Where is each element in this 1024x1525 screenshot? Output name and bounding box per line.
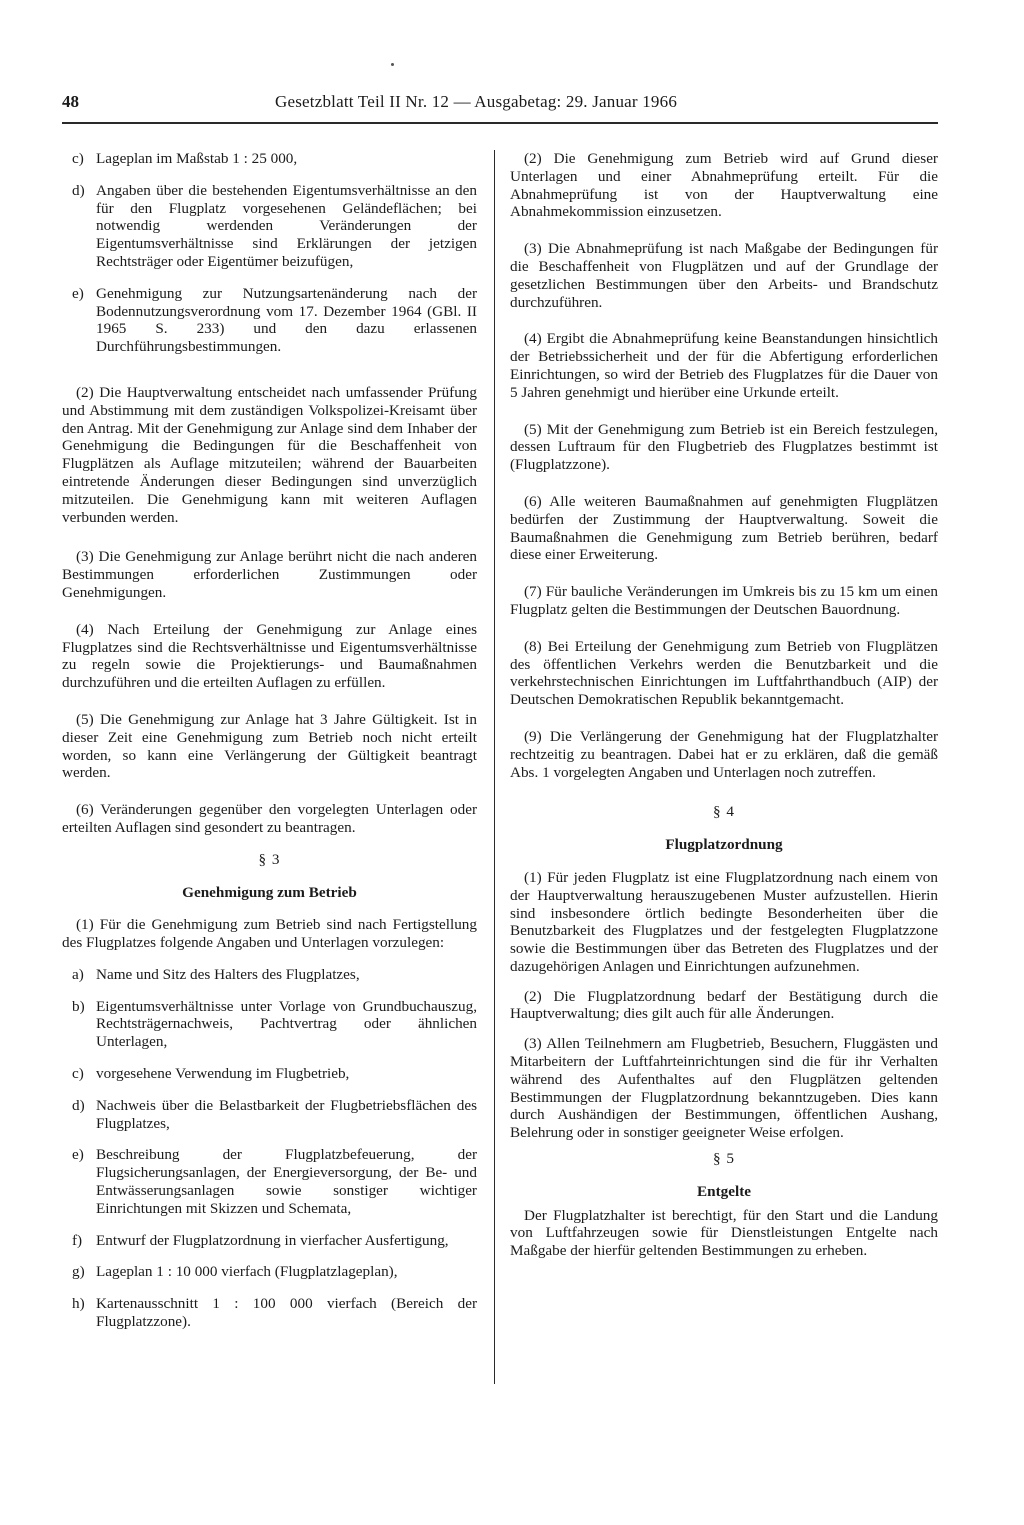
paragraph: (6) Veränderungen gegenüber den vorgelegten Unterlagen oder erteilten Auflagen sind gesondert zu beantragen.: [62, 801, 477, 836]
list-marker: e): [72, 1146, 84, 1164]
list-marker: b): [72, 997, 85, 1015]
paragraph: (2) Die Genehmigung zum Betrieb wird auf Grund dieser Unterlagen und einer Abnahmeprüfung erteilt. Für die Abnahmeprüfung ist von der Hauptverwaltung eine Abnahmekommission einzusetzen.: [510, 150, 938, 221]
paragraph: (7) Für bauliche Veränderungen im Umkreis bis zu 15 km um einen Flugplatz gelten die Bestimmungen der Deutschen Bauordnung.: [510, 583, 938, 618]
paragraph: (2) Die Hauptverwaltung entscheidet nach umfassender Prüfung und Abstimmung mit dem zuständigen Volkspolizei-Kreisamt über den Antrag. Mit der Genehmigung zur Anlage sind dem Inhaber der Genehmigung die Bedingungen für die Beschaffenheit von Flugplätzen als Auflage mitzuteilen; während der Bauarbeiten eintretende Änderungen dieser Bedingungen sind unverzüglich mitzuteilen. Die Genehmigung kann mit weiteren Auflagen verbunden werden.: [62, 383, 477, 526]
list-marker: c): [72, 150, 84, 167]
list-item-text: Entwurf der Flugplatzordnung in vierfacher Ausfertigung,: [96, 1231, 449, 1249]
right-column: [510, 150, 938, 1275]
section-number: § 5: [713, 1150, 735, 1168]
list-marker: d): [72, 1096, 85, 1114]
list-item-text: Beschreibung der Flugplatzbefeuerung, der Flugsicherungsanlagen, der Energieversorgung, der Be- und Entwässerungsanlagen sowie sonstiger wichtiger Einrichtungen mit Skizzen und Schemata,: [96, 1146, 477, 1217]
paragraph: (1) Für jeden Flugplatz ist eine Flugplatzordnung nach einem von der Hauptverwaltung herauszugebenen Muster aufzustellen. Hierin sind insbesondere örtlich bedingte Besonderheiten über die Benutzbarkeit des Flugplatzes und der festgelegten Flugplatzzone sowie die Bestimmungen über das Betreten des Flugplatzes und der dazugehörigen Anlagen und Einrichtungen aufzunehmen.: [510, 868, 938, 975]
list-item-text: Kartenausschnitt 1 : 100 000 vierfach (Bereich der Flugplatzzone).: [96, 1295, 477, 1331]
section-number: § 4: [713, 803, 735, 821]
list-item: [62, 998, 477, 1051]
paragraph: (3) Allen Teilnehmern am Flugbetrieb, Besuchern, Fluggästen und Mitarbeitern der Luftfahrteinrichtungen sind die für ihr Verhalten während des Aufenthaltes auf den Flugplätzen geltenden Bestimmungen der Flugplatzordnung bekanntzugeben. Dies kann durch Aushändigen der Bestimmungen, öffentlichen Aushang, Belehrung oder in sonstiger geeigneter Weise erfolgen.: [510, 1035, 938, 1142]
page-number: 48: [62, 92, 79, 111]
paragraph: (4) Nach Erteilung der Genehmigung zur Anlage eines Flugplatzes sind die Rechtsverhältnisse und Eigentumsverhältnisse zu regeln sowie die Projektierungs- und Baumaßnahmen durchzuführen und die erteilten Auflagen zu erfüllen.: [62, 620, 477, 692]
list-item-text: Eigentumsverhältnisse unter Vorlage von Grundbuchauszug, Rechtsträgernachweis, Pachtvertrag oder ähnlichen Unterlagen,: [96, 997, 477, 1051]
paragraph: (3) Die Abnahmeprüfung ist nach Maßgabe der Bedingungen für die Beschaffenheit von Flugplätzen und auf der Grundlage der gesetzlichen Bestimmungen über den Arbeits- und Brandschutz durchzuführen.: [510, 240, 938, 311]
list-item-text: vorgesehene Verwendung im Flugbetrieb,: [96, 1065, 350, 1083]
list-marker: e): [72, 284, 84, 302]
list-item-text: Name und Sitz des Halters des Flugplatzes,: [96, 965, 360, 983]
list-item-text: Lageplan 1 : 10 000 vierfach (Flugplatzlageplan),: [96, 1263, 398, 1281]
list-item: [62, 285, 477, 356]
paragraph: (9) Die Verlängerung der Genehmigung hat der Flugplatzhalter rechtzeitig zu beantragen. Dabei hat er zu erklären, daß die gemäß Abs. 1 vorgelegten Angaben und Unterlagen noch zutreffen.: [510, 727, 938, 781]
list-item: [62, 1232, 477, 1250]
paragraph: (8) Bei Erteilung der Genehmigung zum Betrieb von Flugplätzen des öffentlichen Verkehrs werden die Benutzbarkeit und die verkehrstechnischen Einrichtungen im Luftfahrthandbuch (AIP) der Deutschen Demokratischen Republik bekanntgemacht.: [510, 637, 938, 709]
list-marker: h): [72, 1295, 85, 1313]
column-divider: [494, 150, 495, 1384]
list-marker: a): [72, 965, 84, 983]
paragraph: (5) Die Genehmigung zur Anlage hat 3 Jahre Gültigkeit. Ist in dieser Zeit eine Genehmigung zum Betrieb noch nicht erteilt worden, so kann eine Verlängerung der Gültigkeit beantragt werden.: [62, 710, 477, 782]
list-marker: c): [72, 1065, 84, 1083]
section-title: Flugplatzordnung: [665, 836, 783, 854]
list-item: [62, 150, 477, 168]
list-marker: d): [72, 181, 85, 199]
paragraph: (4) Ergibt die Abnahmeprüfung keine Beanstandungen hinsichtlich der Betriebssicherheit und der für die Abfertigung erforderlichen Einrichtungen, so wird der Betrieb des Flugplatzes für die Dauer von 5 Jahren genehmigt und hierüber eine Urkunde erteilt.: [510, 330, 938, 401]
list-item: [62, 1146, 477, 1217]
paragraph: Der Flugplatzhalter ist berechtigt, für den Start und die Landung von Luftfahrzeugen sowie für Dienstleistungen Entgelte nach Maßgabe der hierfür geltenden Bestimmungen zu erheben.: [510, 1206, 938, 1260]
section-number: § 3: [258, 850, 281, 868]
list-item-text: Nachweis über die Belastbarkeit der Flugbetriebsflächen des Flugplatzes,: [96, 1096, 477, 1132]
paragraph: (5) Mit der Genehmigung zum Betrieb ist ein Bereich festzulegen, dessen Luftraum für den Flugbetrieb des Flugplatzes bestimmt ist (Flugplatzzone).: [510, 420, 938, 474]
list-item: [62, 1263, 477, 1281]
paragraph: (2) Die Flugplatzordnung bedarf der Bestätigung durch die Hauptverwaltung; dies gilt auch für alle Änderungen.: [510, 987, 938, 1023]
running-head: Gesetzblatt Teil II Nr. 12 — Ausgabetag: 29. Januar 1966: [275, 92, 678, 111]
scan-speck: [391, 63, 394, 66]
list-marker: g): [72, 1263, 85, 1281]
paragraph: (1) Für die Genehmigung zum Betrieb sind nach Fertigstellung des Flugplatzes folgende Angaben und Unterlagen vorzulegen:: [62, 916, 477, 952]
list-item-text: Genehmigung zur Nutzungsartenänderung nach der Bodennutzungsverordnung vom 17. Dezember 1964 (GBl. II 1965 S. 233) und den dazu erlassenen Durchführungsbestimmungen.: [96, 284, 477, 356]
list-item: [62, 182, 477, 271]
page-header: [62, 92, 938, 118]
list-item-text: Lageplan im Maßstab 1 : 25 000,: [96, 150, 298, 167]
list-item-text: Angaben über die bestehenden Eigentumsverhältnisse an den für den Flugplatz vorgesehenen Geländeflächen; bei notwendig werdenden Veränderungen der Eigentumsverhältnisse sind Erklärungen der jetzigen Rechtsträger oder Eigentümer beizufügen,: [96, 181, 477, 270]
header-rule: [62, 122, 938, 124]
section-title: Genehmigung zum Betrieb: [182, 883, 357, 901]
list-item: [62, 1295, 477, 1331]
list-item: [62, 1065, 477, 1083]
list-item: [62, 966, 477, 984]
section-title: Entgelte: [697, 1182, 751, 1200]
list-marker: f): [72, 1231, 83, 1249]
left-column: [62, 150, 477, 1345]
paragraph: (3) Die Genehmigung zur Anlage berührt nicht die nach anderen Bestimmungen erforderlichen Zustimmungen oder Genehmigungen.: [62, 548, 477, 601]
list-item: [62, 1097, 477, 1133]
paragraph: (6) Alle weiteren Baumaßnahmen auf genehmigten Flugplätzen bedürfen der Zustimmung der Hauptverwaltung. Soweit die Baumaßnahmen die Genehmigung zum Betrieb berühren, bedarf diese einer Erweiterung.: [510, 492, 938, 564]
